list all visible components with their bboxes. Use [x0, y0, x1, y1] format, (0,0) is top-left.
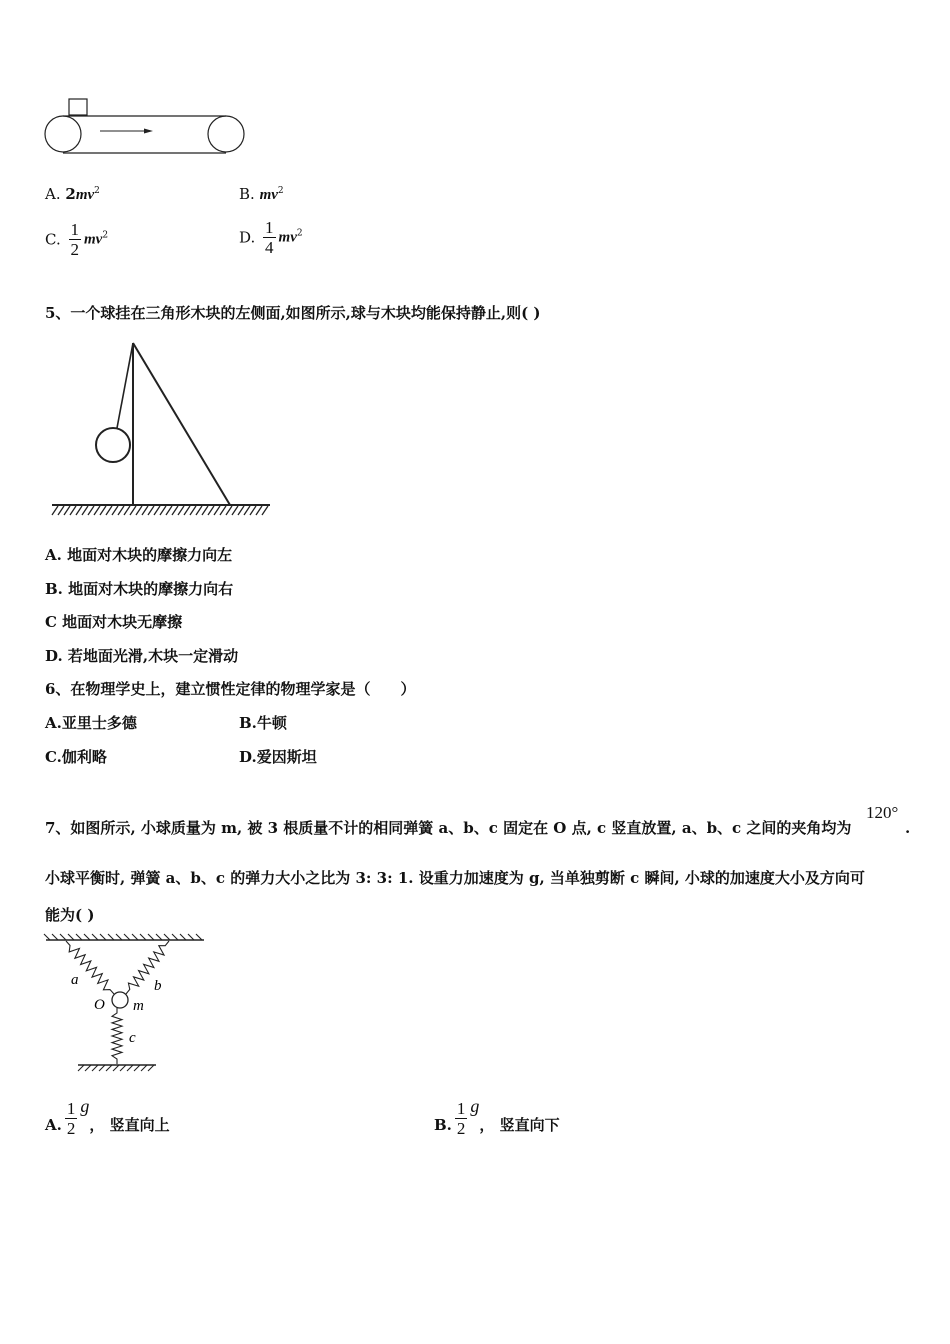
hatch-mark — [82, 506, 88, 515]
exponent: 2 — [277, 186, 284, 196]
numerator: 1 — [66, 1098, 76, 1118]
hatch-mark — [92, 1065, 98, 1071]
hatch-mark — [106, 506, 112, 515]
hatch-mark — [226, 506, 232, 515]
hatch-mark — [190, 506, 196, 515]
hatch-mark — [214, 506, 220, 515]
hatch-mark — [118, 506, 124, 515]
hatch-mark — [85, 1065, 91, 1071]
hatch-mark — [172, 506, 178, 515]
option-label: A. — [45, 714, 62, 732]
q6-option-d[interactable] — [239, 747, 317, 767]
hatch-mark — [164, 934, 170, 940]
hatch-mark — [94, 506, 100, 515]
option-text: 伽利略 — [61, 748, 107, 766]
label-c: c — [129, 1030, 136, 1046]
hatch-mark — [60, 934, 66, 940]
hatch-mark — [202, 506, 208, 515]
option-label: D. — [239, 748, 257, 766]
q4-option-c[interactable] — [45, 220, 108, 259]
expr: mv — [84, 231, 103, 248]
hatch-mark — [188, 934, 194, 940]
hatch-mark — [132, 934, 138, 940]
hatch-mark — [78, 1065, 84, 1071]
hatch-mark — [112, 506, 118, 515]
hatch-mark — [136, 506, 142, 515]
hatch-mark — [134, 1065, 140, 1071]
hatch-mark — [262, 506, 268, 515]
hatch-mark — [84, 934, 90, 940]
q7-angle: 120° — [866, 803, 899, 822]
hatch-mark — [120, 1065, 126, 1071]
exponent: 2 — [296, 228, 303, 239]
hatch-mark — [196, 506, 202, 515]
option-label: C. — [45, 748, 62, 766]
hatch-mark — [88, 506, 94, 515]
q7-question-line2: 小球平衡时, 弹簧 a、b、c 的弹力大小之比为 3: 3: 1. 设重力加速度为 g, 当单独剪断 c 瞬间, 小球的加速度大小及方向可 — [45, 869, 865, 887]
hatch-mark — [58, 506, 64, 515]
hatch-mark — [156, 934, 162, 940]
hatch-mark — [52, 934, 58, 940]
exponent: 2 — [94, 186, 100, 196]
q7-question-line1: 7、如图所示, 小球质量为 m, 被 3 根质量不计的相同弹簧 a、b、c 固定在 O 点, c 竖直放置, a、b、c 之间的夹角均为 — [45, 819, 852, 837]
option-label: B. — [434, 1116, 452, 1134]
denominator: 2 — [66, 1118, 76, 1138]
numerator: 1 — [265, 218, 274, 237]
label-a: a — [71, 972, 79, 988]
hatch-mark — [106, 1065, 112, 1071]
ball-m — [112, 992, 128, 1008]
option-label: D. — [239, 228, 256, 247]
expr: mv — [259, 187, 278, 203]
q7-question-line3: 能为( ) — [45, 906, 95, 924]
string — [117, 343, 133, 428]
hatch-mark — [180, 934, 186, 940]
hatch-mark — [70, 506, 76, 515]
hatch-mark — [148, 934, 154, 940]
label-O: O — [94, 997, 105, 1013]
hatch-mark — [52, 506, 58, 515]
denominator: 2 — [70, 240, 79, 259]
hatch-mark — [232, 506, 238, 515]
q6-question: 6、在物理学史上，建立惯性定律的物理学家是（ ） — [45, 680, 416, 698]
q5-option-b[interactable]: B. 地面对木块的摩擦力向右 — [45, 580, 234, 598]
expr: mv — [75, 187, 95, 203]
exponent: 2 — [102, 230, 109, 241]
hatch-mark — [256, 506, 262, 515]
spring-system-figure — [44, 934, 209, 1074]
hatch-mark — [124, 934, 130, 940]
hatch-mark — [68, 934, 74, 940]
hatch-mark — [154, 506, 160, 515]
option-text: ， 竖直向上 — [89, 1116, 170, 1134]
hatch-mark — [238, 506, 244, 515]
spring-b — [126, 941, 169, 994]
numerator: 1 — [456, 1098, 466, 1118]
option-label: C. — [45, 230, 61, 249]
hatch-mark — [172, 934, 178, 940]
hatch-mark — [166, 506, 172, 515]
option-label: A. — [45, 1116, 62, 1134]
label-b: b — [154, 978, 162, 994]
conveyor-belt-figure — [45, 98, 245, 158]
option-text: 牛顿 — [256, 714, 287, 732]
hatch-mark — [148, 506, 154, 515]
q5-question: 5、一个球挂在三角形木块的左侧面,如图所示,球与木块均能保持静止,则( ) — [45, 304, 541, 322]
option-text: 亚里士多德 — [61, 714, 137, 732]
hatch-mark — [244, 506, 250, 515]
hatch-mark — [184, 506, 190, 515]
variable: g — [470, 1096, 480, 1116]
hatch-mark — [220, 506, 226, 515]
option-label: B. — [239, 714, 257, 732]
hatch-mark — [196, 934, 202, 940]
fraction — [263, 218, 276, 257]
variable: g — [80, 1096, 90, 1116]
hatch-mark — [44, 934, 50, 940]
hatch-mark — [124, 506, 130, 515]
left-pulley — [45, 116, 81, 152]
fraction — [455, 1099, 468, 1138]
q6-option-a[interactable] — [45, 713, 137, 733]
numerator: 1 — [70, 220, 79, 239]
hatch-mark — [76, 506, 82, 515]
right-pulley — [208, 116, 244, 152]
q7-line1-end: . — [905, 819, 911, 837]
ball — [96, 428, 130, 462]
denominator: 4 — [265, 238, 274, 257]
block — [69, 99, 87, 115]
hatch-mark — [142, 506, 148, 515]
denominator: 2 — [456, 1118, 466, 1138]
option-text: ， 竖直向下 — [479, 1116, 560, 1134]
q7-option-a[interactable] — [45, 1096, 170, 1138]
q6-option-b[interactable] — [239, 713, 287, 733]
hatch-mark — [130, 506, 136, 515]
hatch-mark — [92, 934, 98, 940]
hatch-mark — [160, 506, 166, 515]
hatch-mark — [108, 934, 114, 940]
hatch-mark — [208, 506, 214, 515]
option-text: 爱因斯坦 — [256, 748, 317, 766]
hatch-mark — [148, 1065, 154, 1071]
fraction — [69, 220, 82, 259]
option-label: A. — [45, 185, 61, 203]
fraction — [65, 1099, 78, 1138]
hatch-mark — [141, 1065, 147, 1071]
ball-wedge-figure — [50, 340, 275, 520]
label-m: m — [133, 998, 144, 1014]
q4-option-a[interactable] — [45, 185, 100, 204]
hatch-mark — [76, 934, 82, 940]
hatch-mark — [116, 934, 122, 940]
q5-option-c[interactable]: C 地面对木块无摩擦 — [45, 613, 183, 631]
hatch-mark — [100, 934, 106, 940]
q4-option-b[interactable] — [239, 185, 284, 204]
q7-option-b[interactable] — [434, 1096, 560, 1138]
hatch-mark — [100, 506, 106, 515]
q6-option-c[interactable] — [45, 747, 107, 767]
hatch-mark — [127, 1065, 133, 1071]
option-label: B. — [239, 185, 255, 203]
hatch-mark — [250, 506, 256, 515]
hatch-mark — [99, 1065, 105, 1071]
coef: 2 — [65, 185, 76, 203]
q5-option-d[interactable]: D. 若地面光滑,木块一定滑动 — [45, 647, 239, 665]
q4-option-d[interactable] — [239, 218, 303, 257]
spring-c — [112, 1008, 122, 1064]
hatch-mark — [64, 506, 70, 515]
expr: mv — [278, 229, 297, 246]
hatch-mark — [178, 506, 184, 515]
hatch-mark — [140, 934, 146, 940]
hatch-mark — [113, 1065, 119, 1071]
q5-option-a[interactable]: A. 地面对木块的摩擦力向左 — [45, 546, 233, 564]
